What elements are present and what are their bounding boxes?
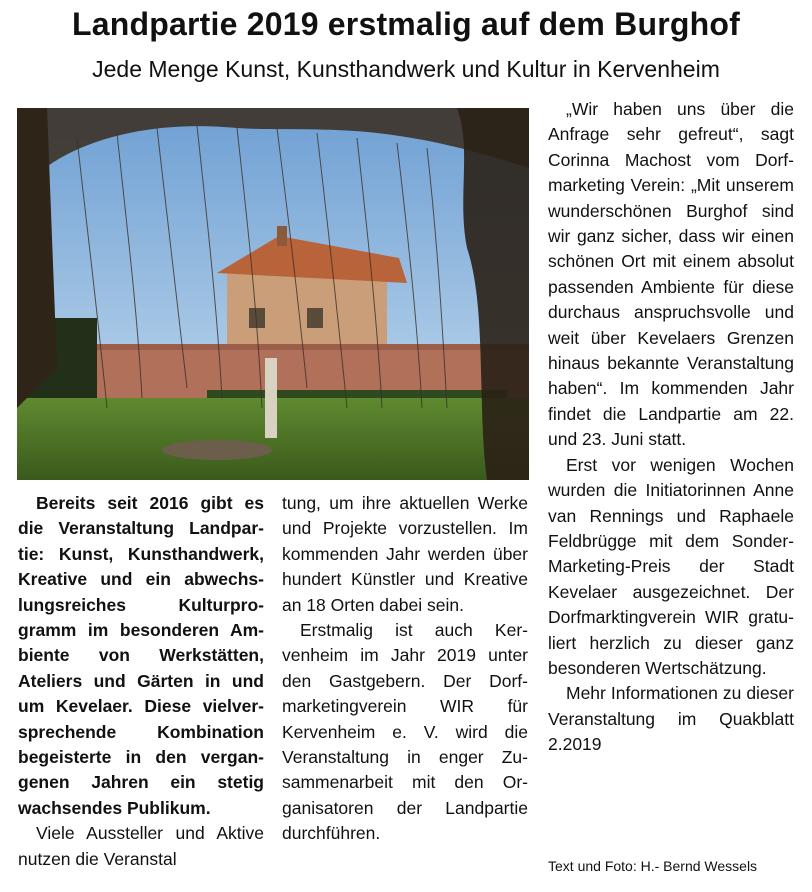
photo-credit: Text und Foto: H.- Bernd Wessels — [548, 858, 758, 874]
column-2 — [282, 491, 528, 847]
article-subheadline: Jede Menge Kunst, Kunsthandwerk und Kultur in Kervenheim — [92, 56, 720, 82]
quote-paragraph: „Wir haben uns über die Anfrage sehr gefreut“, sagt Corinna Machost vom Dorfmarketing Verein: „Mit unserem wunderschönen Burghof sind wir ganz sicher, dass wir einen schönen Ort mit einem absolut passenden Ambiente für diese durchaus anspruchsvolle und weit über Kevelaers Grenzen hinaus bekannte Veranstaltung haben“. Im kommenden Jahr findet die Landpartie am 22. und 23. Juni statt. — [548, 99, 794, 450]
column-2-paragraph-1: tung, um ihre aktuellen Werke und Projekte vorzustellen. Im kommenden Jahr werden über hundert Künstler und Kreative an 18 Orten dabei sein. — [282, 493, 528, 615]
article-photo — [17, 108, 529, 480]
column-2-paragraph-2: Erstmalig ist auch Kervenheim im Jahr 2019 unter den Gastgebern. Der Dorfmarketingverein WIR für Kervenheim e. V. wird die Veranstaltung in enger Zusammenarbeit mit den Organisatoren der Landpartie durchführen. — [282, 620, 528, 844]
column-3 — [548, 97, 794, 758]
column-1 — [18, 491, 264, 872]
column-3-paragraph-2: Erst vor wenigen Wochen wurden die Initiatorinnen Anne van Rennings und Raphaele Feldbrügge mit dem Sonder-Marketing-Preis der Stadt Kevelaer ausgezeichnet. Der Dorfmarktingverein WIR gratuliert herzlich zu dieser ganz besonderen Wertschätzung. — [548, 454, 794, 678]
lead-paragraph: Bereits seit 2016 gibt es die Veranstaltung Landpartie: Kunst, Kunsthandwerk, Kreative und ein abwechslungsreiches Kulturprogramm im besonderen Ambiente von Werkstätten, Ateliers und Gärten in und um Kevelaer. Diese vielversprechende Kombination begeisterte in den vergangenen Jahren ein stetig wachsendes Publikum. — [18, 493, 264, 818]
column-1-paragraph-2: Viele Aussteller und Aktive nutzen die Veranstal — [18, 823, 264, 869]
article-headline: Landpartie 2019 erstmalig auf dem Burghof — [72, 6, 740, 42]
column-3-paragraph-3: Mehr Informationen zu dieser Veranstaltung im Quakblatt 2.2019 — [548, 683, 794, 755]
